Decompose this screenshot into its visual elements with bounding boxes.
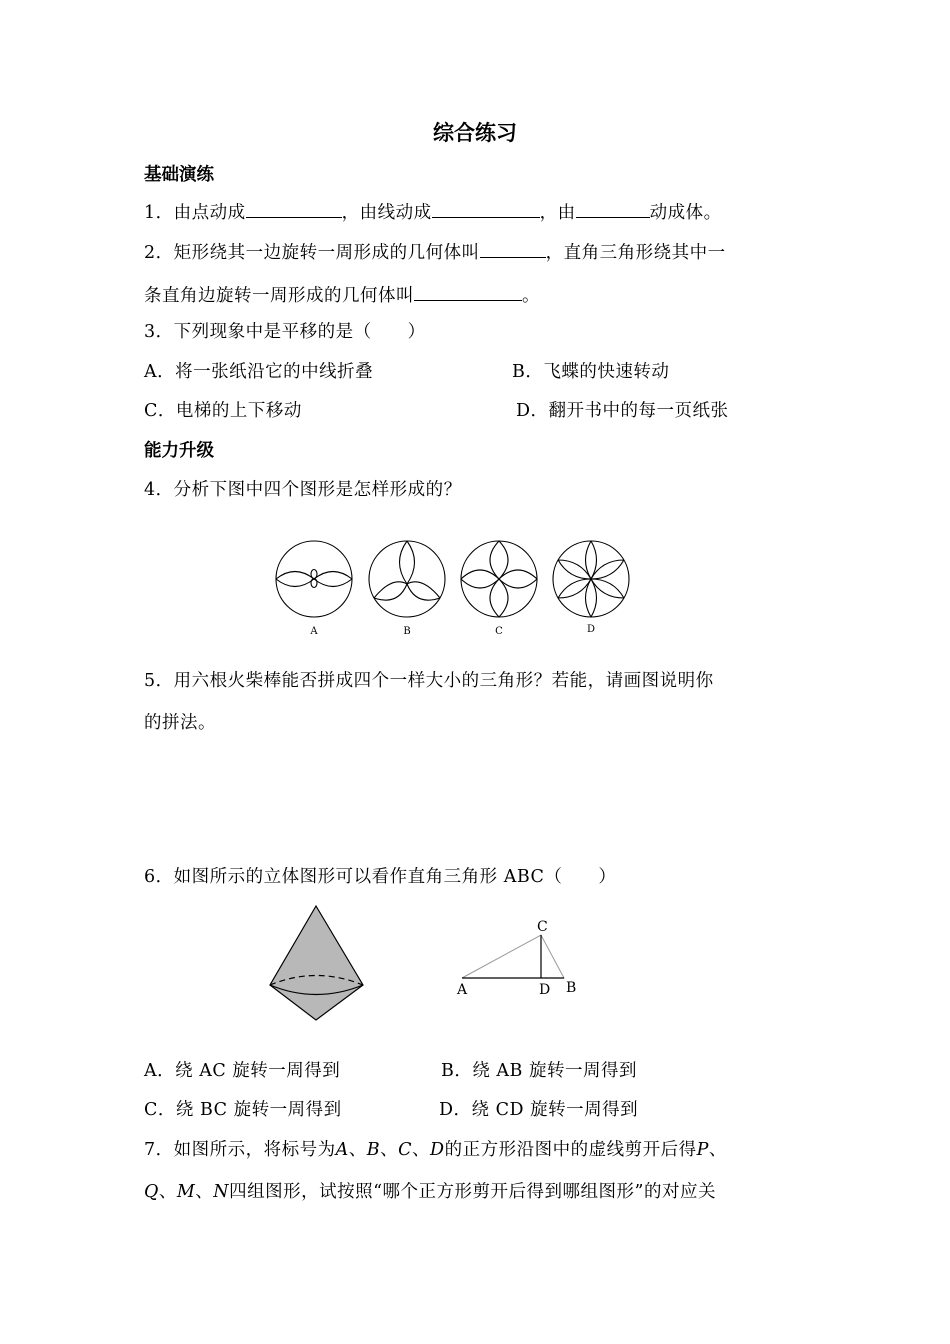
q2-text-3: 条直角边旋转一周形成的几何体叫: [144, 286, 414, 306]
q7-sep: 、: [412, 1140, 431, 1160]
question-3-stem: 3．下列现象中是平移的是（ ）: [144, 322, 426, 342]
question-1: [144, 199, 722, 224]
q7-sep: 、: [195, 1182, 214, 1202]
q7-label-p: P: [696, 1140, 709, 1160]
q7-label-a: A: [335, 1140, 349, 1160]
q7-sep: 、: [348, 1140, 367, 1160]
q2-blank-1[interactable]: [480, 241, 546, 258]
q1-text-3: ，由: [539, 203, 576, 223]
figure-c-label: C: [495, 626, 503, 637]
question-2-line-1: [144, 239, 726, 264]
vertex-a-label: A: [457, 982, 468, 998]
q6-figures: [262, 900, 602, 1028]
q7-sep: 、: [380, 1140, 399, 1160]
triangle-abc-figure: [456, 919, 576, 998]
q7-label-b: B: [366, 1140, 381, 1160]
q7-text-post: 四组图形，试按照“哪个正方形剪开后得到哪组图形”的对应关: [229, 1182, 716, 1202]
q6-option-d[interactable]: D．绕 CD 旋转一周得到: [439, 1100, 639, 1120]
q1-blank-3[interactable]: [576, 201, 650, 218]
figure-d-label: D: [586, 624, 596, 635]
q3-option-c[interactable]: C．电梯的上下移动: [144, 401, 302, 421]
vertex-d-label: D: [539, 982, 551, 998]
section-basic-heading: 基础演练: [144, 165, 214, 185]
q7-text-mid: 的正方形沿图中的虚线剪开后得: [444, 1140, 697, 1160]
q3-option-d[interactable]: D．翻开书中的每一页纸张: [516, 401, 729, 421]
figure-c-circle: [461, 541, 537, 617]
vertex-c-label: C: [537, 919, 548, 935]
q7-label-c: C: [398, 1140, 413, 1160]
q7-label-q: Q: [144, 1182, 159, 1202]
question-5-line-2: 的拼法。: [144, 713, 216, 733]
page-title: 综合练习: [433, 121, 517, 145]
figure-d-circle: [553, 541, 629, 617]
q3-option-a[interactable]: A．将一张纸沿它的中线折叠: [144, 362, 374, 382]
q2-text-1: 2．矩形绕其一边旋转一周形成的几何体叫: [144, 243, 480, 263]
question-2-line-2: [144, 282, 540, 307]
q3-option-b[interactable]: B．飞蝶的快速转动: [512, 362, 670, 382]
figure-b-label: B: [403, 626, 411, 637]
double-cone-figure: [270, 906, 363, 1020]
q7-text-pre: 7．如图所示，将标号为: [144, 1140, 336, 1160]
q1-text-2: ，由线动成: [341, 203, 432, 223]
question-7-line-2: [144, 1178, 716, 1203]
figure-b-circle: [369, 541, 445, 617]
q1-text-1: 1．由点动成: [144, 203, 246, 223]
question-4-stem: 4．分析下图中四个图形是怎样形成的？: [144, 480, 462, 500]
q2-text-4: 。: [522, 286, 540, 306]
question-6-stem: 6．如图所示的立体图形可以看作直角三角形 ABC（ ）: [144, 867, 617, 887]
q2-text-2: ，直角三角形绕其中一: [545, 243, 726, 263]
q7-sep: 、: [158, 1182, 177, 1202]
q6-option-b[interactable]: B．绕 AB 旋转一周得到: [441, 1061, 637, 1081]
figure-a-circle: [276, 541, 352, 617]
question-7-line-1: [144, 1136, 727, 1161]
q6-option-c[interactable]: C．绕 BC 旋转一周得到: [144, 1100, 342, 1120]
vertex-b-label: B: [566, 980, 577, 996]
q7-label-n: N: [213, 1182, 230, 1202]
q1-text-4: 动成体。: [649, 203, 722, 223]
q7-label-m: M: [176, 1182, 196, 1202]
question-5-line-1: 5．用六根火柴棒能否拼成四个一样大小的三角形？若能，请画图说明你: [144, 671, 714, 691]
figure-a-label: A: [310, 626, 318, 637]
section-advanced-heading: 能力升级: [144, 441, 214, 461]
q4-figures: [270, 536, 650, 644]
q7-label-d: D: [430, 1140, 445, 1160]
q6-option-a[interactable]: A．绕 AC 旋转一周得到: [144, 1061, 341, 1081]
q2-blank-2[interactable]: [414, 284, 522, 301]
q1-blank-1[interactable]: [246, 201, 342, 218]
q7-sep: 、: [708, 1140, 727, 1160]
q1-blank-2[interactable]: [432, 201, 540, 218]
